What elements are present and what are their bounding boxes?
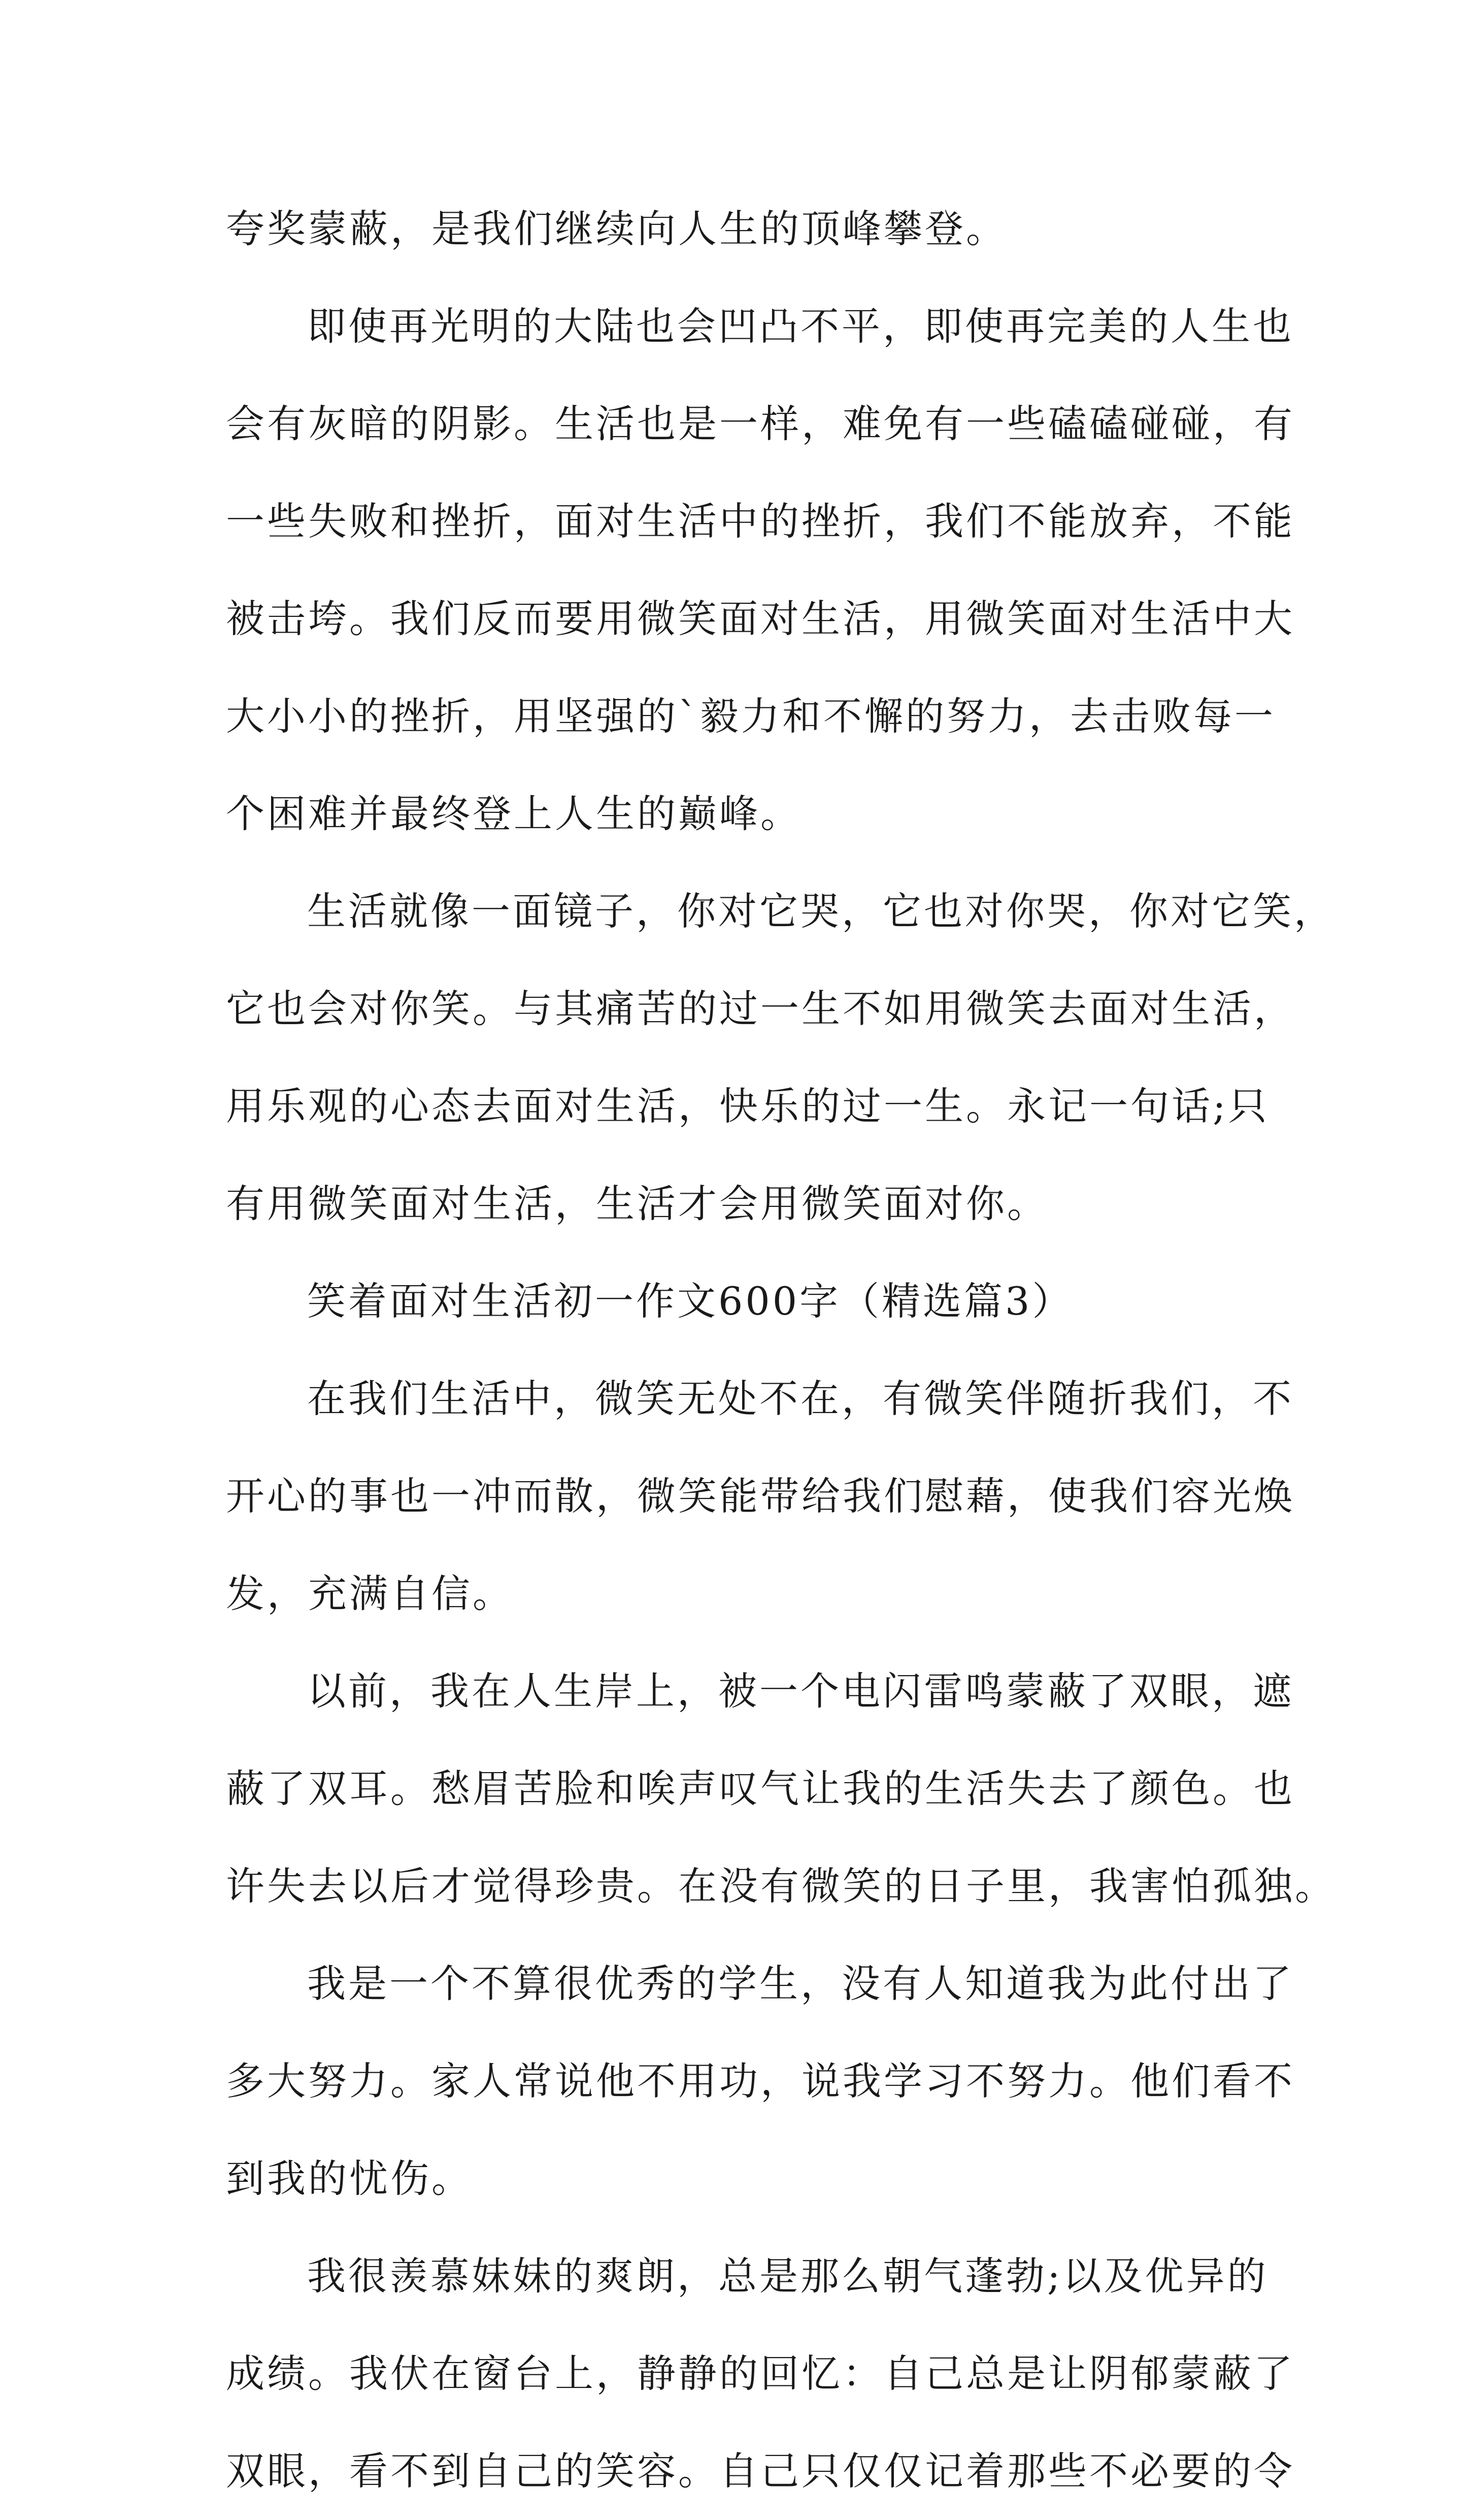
paragraph-start-line: 我是一个不算很优秀的学生，没有人知道我为此付出了 — [307, 1961, 1294, 2006]
text-line: 被击垮。我们反而要用微笑面对生活，用微笑面对生活中大 — [226, 596, 1295, 641]
text-line: 一些失败和挫折，面对生活中的挫折，我们不能放弃，不能 — [226, 499, 1295, 544]
text-line: 成绩。我伏在窗台上，静静的回忆：自己总是让阴郁蒙蔽了 — [226, 2351, 1295, 2396]
paragraph-start-line: 生活就像一面镜子，你对它哭，它也对你哭，你对它笑， — [307, 889, 1335, 934]
text-line: 有用微笑面对生活，生活才会用微笑面对你。 — [226, 1181, 1048, 1226]
text-line: 发，充满自信。 — [226, 1571, 514, 1616]
paragraph-start-line: 在我们生活中，微笑无处不在，有微笑伴随折我们，不 — [307, 1376, 1294, 1421]
text-line: 蔽了双耳。愁眉苦脸和唉声叹气让我的生活失去了颜色。也 — [226, 1766, 1295, 1811]
paragraph-start-line: 以前，我在人生岸上，被一个电闪雷鸣蒙蔽了双眼，遮 — [307, 1668, 1294, 1714]
text-line: 多大努力。家人常说他不用功，说我学习不努力。他们看不 — [226, 2058, 1295, 2104]
text-line: 会有灰暗的阴影。生活也是一样，难免有一些磕磕碰碰，有 — [226, 401, 1295, 446]
paragraph-start-line: 即使再光明的大陆也会凹凸不平，即使再完美的人生也 — [307, 304, 1294, 349]
text-line: 个困难并最终登上人生的巅峰。 — [226, 791, 802, 836]
text-line: 许失去以后才觉得珍贵。在没有微笑的日子里，我害怕孤独。 — [226, 1863, 1336, 1909]
text-line: 它也会对你笑。与其痛苦的过一生不如用微笑去面对生活， — [226, 986, 1295, 1031]
text-line: 到我的忧伤。 — [226, 2156, 473, 2201]
text-line: 大小小的挫折，用坚强的`毅力和不懈的努力，去击败每一 — [226, 694, 1276, 739]
text-line: 双眼，看不到自己的笑容。自己只仅仅记着那些不必要的令 — [226, 2448, 1295, 2494]
paragraph-start-line: 我很羡慕妹妹的爽朗，总是那么朝气蓬勃;以及优异的 — [307, 2253, 1268, 2299]
document-body — [226, 180, 1336, 2520]
text-line: 用乐观的心态去面对生活，快乐的过一生。永记一句话;只 — [226, 1084, 1270, 1129]
section-heading: 笑着面对生活初一作文600字（精选篇3） — [307, 1279, 1074, 1324]
text-line: 夸奖蒙蔽，是我们继续向人生的顶峰攀登。 — [226, 206, 1007, 251]
text-line: 开心的事也一冲而散，微笑能带给我们慰藉，使我们容光焕 — [226, 1474, 1295, 1519]
